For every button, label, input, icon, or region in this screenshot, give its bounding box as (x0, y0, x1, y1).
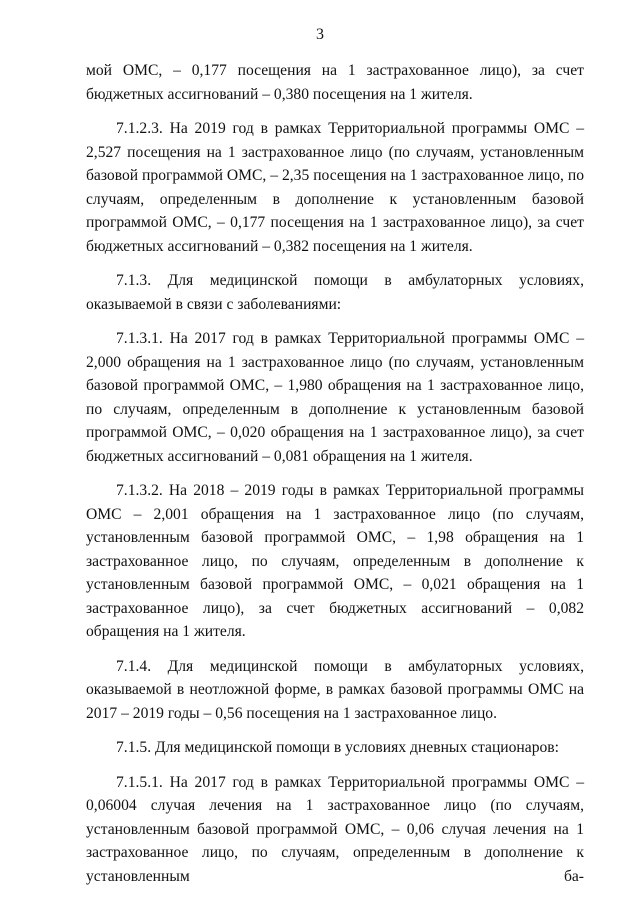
paragraph-7-1-4: 7.1.4. Для медицинской помощи в амбулаторных условиях, оказываемой в неотложной форме, в рамках базовой программы ОМС на 2017 – 2019 годы – 0,56 посещения на 1 застрахованное лицо. (86, 657, 584, 722)
paragraph-7-1-3-2: 7.1.3.2. На 2018 – 2019 годы в рамках Территориальной программы ОМС – 2,001 обращения на 1 застрахованное лицо (по случаям, установленным базовой программой ОМС, – 1,98 обращения на 1 застрахованное лицо, по случаям, определенным в дополнение к установленным базовой программой ОМС, – 0,021 обращения на 1 застрахованное лицо), за счет бюджетных ассигнований – 0,082 обращения на 1 жителя. (86, 482, 584, 640)
paragraph-7-1-2-3: 7.1.2.3. На 2019 год в рамках Территориальной программы ОМС – 2,527 посещения на 1 застрахованное лицо (по случаям, установленным базовой программой ОМС, – 2,35 посещения на 1 застрахованное лицо, по случаям, определенным в дополнение к установленным базовой программой ОМС, – 0,177 посещения на 1 застрахованное лицо), за счет бюджетных ассигнований – 0,382 посещения на 1 жителя. (86, 120, 584, 255)
paragraph-7-1-3: 7.1.3. Для медицинской помощи в амбулаторных условиях, оказываемой в связи с заболеваниями: (86, 272, 584, 313)
document-body (86, 59, 584, 888)
paragraph-continuation: мой ОМС, – 0,177 посещения на 1 застрахованное лицо), за счет бюджетных ассигнований – 0,380 посещения на 1 жителя. (86, 62, 584, 103)
paragraph-7-1-3-1: 7.1.3.1. На 2017 год в рамках Территориальной программы ОМС – 2,000 обращения на 1 застрахованное лицо (по случаям, установленным базовой программой ОМС, – 1,980 обращения на 1 застрахованное лицо, по случаям, определенным в дополнение к установленным базовой программой ОМС, – 0,020 обращения на 1 застрахованное лицо), за счет бюджетных ассигнований – 0,081 обращения на 1 жителя. (86, 330, 584, 465)
page-number: 3 (316, 26, 324, 43)
paragraph-7-1-5-1: 7.1.5.1. На 2017 год в рамках Территориальной программы ОМС – 0,06004 случая лечения на 1 застрахованное лицо (по случаям, установленным базовой программой ОМС, – 0,06 случая лечения на 1 застрахованное лицо, по случаям, определенным в дополнение к установленным ба- (86, 773, 584, 885)
paragraph-7-1-5: 7.1.5. Для медицинской помощи в условиях дневных стационаров: (116, 739, 559, 756)
